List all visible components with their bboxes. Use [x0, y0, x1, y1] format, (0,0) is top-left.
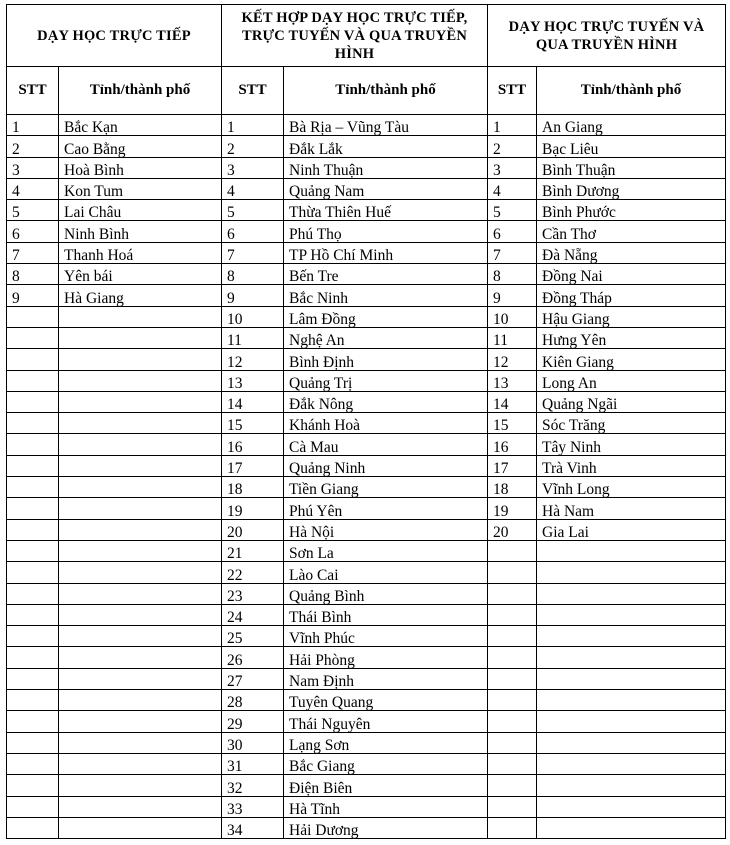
- table-row: [7, 711, 726, 732]
- stt-cell: 13: [222, 370, 284, 391]
- province-cell: Ninh Bình: [59, 221, 222, 242]
- table-row: [7, 604, 726, 625]
- province-cell: Nghệ An: [284, 327, 488, 348]
- stt-cell: 16: [222, 434, 284, 455]
- stt-cell: 12: [488, 349, 537, 370]
- table-row: [7, 413, 726, 434]
- province-cell: Hà Nam: [537, 498, 726, 519]
- stt-cell: [7, 583, 59, 604]
- table-row: [7, 817, 726, 838]
- province-cell: Bà Rịa – Vũng Tàu: [284, 115, 488, 136]
- stt-cell: 2: [488, 136, 537, 157]
- province-cell: Kon Tum: [59, 178, 222, 199]
- stt-cell: 2: [222, 136, 284, 157]
- stt-cell: 27: [222, 668, 284, 689]
- table-row: [7, 626, 726, 647]
- stt-cell: 4: [222, 178, 284, 199]
- stt-cell: 23: [222, 583, 284, 604]
- province-cell: Sơn La: [284, 540, 488, 561]
- province-cell: Phú Thọ: [284, 221, 488, 242]
- province-cell: [59, 647, 222, 668]
- stt-cell: [488, 775, 537, 796]
- province-cell: Đắk Lắk: [284, 136, 488, 157]
- stt-cell: [488, 647, 537, 668]
- table-row: [7, 455, 726, 476]
- province-table-body: [7, 115, 726, 839]
- province-cell: Cao Bằng: [59, 136, 222, 157]
- stt-cell: [488, 626, 537, 647]
- stt-cell: 15: [222, 413, 284, 434]
- table-row: [7, 285, 726, 306]
- table-row: [7, 136, 726, 157]
- stt-cell: 14: [488, 391, 537, 412]
- province-cell: [537, 775, 726, 796]
- province-cell: Lào Cai: [284, 562, 488, 583]
- province-cell: [59, 327, 222, 348]
- province-cell: Lai Châu: [59, 200, 222, 221]
- province-cell: [59, 604, 222, 625]
- table-row: [7, 668, 726, 689]
- province-cell: Bạc Liêu: [537, 136, 726, 157]
- table-row: [7, 498, 726, 519]
- stt-cell: 2: [7, 136, 59, 157]
- table-row: [7, 306, 726, 327]
- province-cell: Long An: [537, 370, 726, 391]
- stt-cell: 5: [488, 200, 537, 221]
- stt-cell: [7, 647, 59, 668]
- stt-cell: 5: [7, 200, 59, 221]
- province-cell: [537, 604, 726, 625]
- stt-cell: 26: [222, 647, 284, 668]
- province-cell: Quảng Nam: [284, 178, 488, 199]
- stt-cell: [7, 796, 59, 817]
- stt-cell: [7, 604, 59, 625]
- province-cell: [537, 817, 726, 838]
- table-row: [7, 370, 726, 391]
- province-cell: Tây Ninh: [537, 434, 726, 455]
- table-row: [7, 264, 726, 285]
- stt-cell: [7, 413, 59, 434]
- province-cell: Bình Định: [284, 349, 488, 370]
- province-cell: [59, 349, 222, 370]
- stt-cell: 29: [222, 711, 284, 732]
- stt-cell: 15: [488, 413, 537, 434]
- stt-cell: [488, 711, 537, 732]
- column-header-province: Tỉnh/thành phố: [537, 67, 726, 115]
- province-cell: Phú Yên: [284, 498, 488, 519]
- group-title-online-tv: DẠY HỌC TRỰC TUYẾN VÀ QUA TRUYỀN HÌNH: [488, 5, 726, 67]
- province-cell: [59, 711, 222, 732]
- stt-cell: 24: [222, 604, 284, 625]
- column-header-province: Tỉnh/thành phố: [284, 67, 488, 115]
- stt-cell: 3: [488, 157, 537, 178]
- stt-cell: 6: [7, 221, 59, 242]
- table-row: [7, 519, 726, 540]
- stt-cell: 13: [488, 370, 537, 391]
- province-cell: Đà Nẵng: [537, 242, 726, 263]
- stt-cell: 3: [222, 157, 284, 178]
- province-cell: [59, 391, 222, 412]
- province-cell: Kiên Giang: [537, 349, 726, 370]
- province-cell: Nam Định: [284, 668, 488, 689]
- stt-cell: 6: [488, 221, 537, 242]
- stt-cell: 8: [7, 264, 59, 285]
- province-cell: [537, 647, 726, 668]
- table-row: [7, 796, 726, 817]
- province-cell: [59, 413, 222, 434]
- province-cell: [537, 690, 726, 711]
- stt-cell: 28: [222, 690, 284, 711]
- stt-cell: 32: [222, 775, 284, 796]
- province-cell: [537, 668, 726, 689]
- stt-cell: 25: [222, 626, 284, 647]
- stt-cell: 17: [222, 455, 284, 476]
- province-cell: [59, 732, 222, 753]
- column-header-stt: STT: [7, 67, 59, 115]
- province-cell: [59, 306, 222, 327]
- province-cell: Đắk Nông: [284, 391, 488, 412]
- table-row: [7, 391, 726, 412]
- province-cell: [59, 775, 222, 796]
- province-cell: Tiền Giang: [284, 477, 488, 498]
- stt-cell: 9: [488, 285, 537, 306]
- stt-cell: [7, 732, 59, 753]
- stt-cell: [7, 626, 59, 647]
- table-row: [7, 221, 726, 242]
- province-cell: Yên bái: [59, 264, 222, 285]
- province-cell: Thanh Hoá: [59, 242, 222, 263]
- table-row: [7, 583, 726, 604]
- stt-cell: 12: [222, 349, 284, 370]
- stt-cell: 7: [222, 242, 284, 263]
- province-cell: [59, 668, 222, 689]
- province-cell: Cà Mau: [284, 434, 488, 455]
- stt-cell: 20: [488, 519, 537, 540]
- province-cell: [59, 370, 222, 391]
- stt-cell: 17: [488, 455, 537, 476]
- stt-cell: [7, 711, 59, 732]
- table-row: [7, 349, 726, 370]
- province-cell: Bến Tre: [284, 264, 488, 285]
- province-table-container: [6, 4, 726, 839]
- stt-cell: 1: [488, 115, 537, 136]
- table-row: [7, 690, 726, 711]
- province-cell: Cần Thơ: [537, 221, 726, 242]
- stt-cell: 14: [222, 391, 284, 412]
- stt-cell: [488, 796, 537, 817]
- stt-cell: 9: [222, 285, 284, 306]
- stt-cell: [7, 434, 59, 455]
- province-cell: [537, 796, 726, 817]
- province-cell: [59, 498, 222, 519]
- province-cell: Vĩnh Long: [537, 477, 726, 498]
- province-cell: Bắc Giang: [284, 753, 488, 774]
- stt-cell: 31: [222, 753, 284, 774]
- province-cell: Ninh Thuận: [284, 157, 488, 178]
- province-cell: Quảng Ngãi: [537, 391, 726, 412]
- province-cell: Hà Giang: [59, 285, 222, 306]
- stt-cell: 10: [488, 306, 537, 327]
- province-cell: Quảng Bình: [284, 583, 488, 604]
- stt-cell: [488, 753, 537, 774]
- stt-cell: 8: [222, 264, 284, 285]
- stt-cell: 7: [488, 242, 537, 263]
- province-cell: Bắc Ninh: [284, 285, 488, 306]
- province-cell: [59, 477, 222, 498]
- province-cell: [537, 540, 726, 561]
- table-row: [7, 732, 726, 753]
- province-cell: [59, 519, 222, 540]
- province-cell: [537, 583, 726, 604]
- table-row: [7, 178, 726, 199]
- stt-cell: [7, 349, 59, 370]
- table-row: [7, 477, 726, 498]
- stt-cell: 18: [488, 477, 537, 498]
- column-header-province: Tỉnh/thành phố: [59, 67, 222, 115]
- province-cell: Quảng Ninh: [284, 455, 488, 476]
- stt-cell: [7, 498, 59, 519]
- group-header-row: [7, 5, 726, 67]
- province-cell: Thái Nguyên: [284, 711, 488, 732]
- table-row: [7, 327, 726, 348]
- stt-cell: [488, 668, 537, 689]
- province-cell: Tuyên Quang: [284, 690, 488, 711]
- stt-cell: 18: [222, 477, 284, 498]
- province-cell: Khánh Hoà: [284, 413, 488, 434]
- province-cell: Bình Phước: [537, 200, 726, 221]
- province-cell: Lâm Đồng: [284, 306, 488, 327]
- stt-cell: [488, 540, 537, 561]
- province-cell: Hoà Bình: [59, 157, 222, 178]
- stt-cell: [7, 477, 59, 498]
- column-header-row: [7, 67, 726, 115]
- province-cell: [537, 753, 726, 774]
- stt-cell: 3: [7, 157, 59, 178]
- province-cell: Hà Tĩnh: [284, 796, 488, 817]
- stt-cell: [7, 327, 59, 348]
- province-cell: Thừa Thiên Huế: [284, 200, 488, 221]
- stt-cell: [488, 583, 537, 604]
- stt-cell: 9: [7, 285, 59, 306]
- stt-cell: 33: [222, 796, 284, 817]
- province-cell: [537, 562, 726, 583]
- stt-cell: 19: [222, 498, 284, 519]
- stt-cell: 22: [222, 562, 284, 583]
- stt-cell: [488, 690, 537, 711]
- stt-cell: 20: [222, 519, 284, 540]
- stt-cell: [488, 732, 537, 753]
- province-cell: [59, 540, 222, 561]
- stt-cell: [7, 668, 59, 689]
- stt-cell: 1: [7, 115, 59, 136]
- stt-cell: [7, 562, 59, 583]
- stt-cell: [488, 604, 537, 625]
- stt-cell: 8: [488, 264, 537, 285]
- province-cell: An Giang: [537, 115, 726, 136]
- stt-cell: [7, 455, 59, 476]
- province-teaching-mode-table: [6, 4, 726, 839]
- stt-cell: [7, 775, 59, 796]
- group-title-combined: KẾT HỢP DẠY HỌC TRỰC TIẾP, TRỰC TUYẾN VÀ QUA TRUYỀN HÌNH: [222, 5, 488, 67]
- province-cell: Bình Dương: [537, 178, 726, 199]
- province-cell: TP Hồ Chí Minh: [284, 242, 488, 263]
- stt-cell: 6: [222, 221, 284, 242]
- stt-cell: [7, 306, 59, 327]
- stt-cell: [7, 519, 59, 540]
- stt-cell: 30: [222, 732, 284, 753]
- province-cell: Bắc Kạn: [59, 115, 222, 136]
- table-row: [7, 242, 726, 263]
- province-cell: Hải Dương: [284, 817, 488, 838]
- table-row: [7, 434, 726, 455]
- stt-cell: 19: [488, 498, 537, 519]
- table-row: [7, 562, 726, 583]
- stt-cell: 10: [222, 306, 284, 327]
- stt-cell: [488, 817, 537, 838]
- stt-cell: 11: [222, 327, 284, 348]
- province-cell: Vĩnh Phúc: [284, 626, 488, 647]
- province-cell: [59, 690, 222, 711]
- stt-cell: [7, 370, 59, 391]
- province-cell: Hưng Yên: [537, 327, 726, 348]
- table-row: [7, 157, 726, 178]
- province-cell: [59, 817, 222, 838]
- province-cell: Lạng Sơn: [284, 732, 488, 753]
- table-row: [7, 115, 726, 136]
- column-header-stt: STT: [222, 67, 284, 115]
- province-cell: [59, 455, 222, 476]
- province-cell: [537, 732, 726, 753]
- province-cell: Đồng Nai: [537, 264, 726, 285]
- province-cell: [59, 796, 222, 817]
- stt-cell: 5: [222, 200, 284, 221]
- province-cell: Hải Phòng: [284, 647, 488, 668]
- stt-cell: 1: [222, 115, 284, 136]
- province-cell: Đồng Tháp: [537, 285, 726, 306]
- stt-cell: 4: [488, 178, 537, 199]
- stt-cell: [7, 817, 59, 838]
- province-cell: Quảng Trị: [284, 370, 488, 391]
- province-cell: Bình Thuận: [537, 157, 726, 178]
- stt-cell: 4: [7, 178, 59, 199]
- province-cell: Trà Vinh: [537, 455, 726, 476]
- province-cell: Hà Nội: [284, 519, 488, 540]
- stt-cell: 21: [222, 540, 284, 561]
- group-title-direct: DẠY HỌC TRỰC TIẾP: [7, 5, 222, 67]
- province-cell: [59, 626, 222, 647]
- table-row: [7, 647, 726, 668]
- table-row: [7, 540, 726, 561]
- stt-cell: [7, 753, 59, 774]
- table-row: [7, 775, 726, 796]
- province-cell: [59, 434, 222, 455]
- stt-cell: [7, 690, 59, 711]
- table-row: [7, 200, 726, 221]
- province-cell: [59, 753, 222, 774]
- stt-cell: 7: [7, 242, 59, 263]
- province-cell: Hậu Giang: [537, 306, 726, 327]
- province-cell: [537, 711, 726, 732]
- stt-cell: 11: [488, 327, 537, 348]
- province-cell: [59, 583, 222, 604]
- table-row: [7, 753, 726, 774]
- stt-cell: [7, 540, 59, 561]
- stt-cell: [488, 562, 537, 583]
- province-cell: Gia Lai: [537, 519, 726, 540]
- stt-cell: 34: [222, 817, 284, 838]
- province-cell: Sóc Trăng: [537, 413, 726, 434]
- stt-cell: 16: [488, 434, 537, 455]
- province-cell: Thái Bình: [284, 604, 488, 625]
- province-cell: [537, 626, 726, 647]
- province-cell: Điện Biên: [284, 775, 488, 796]
- province-cell: [59, 562, 222, 583]
- column-header-stt: STT: [488, 67, 537, 115]
- stt-cell: [7, 391, 59, 412]
